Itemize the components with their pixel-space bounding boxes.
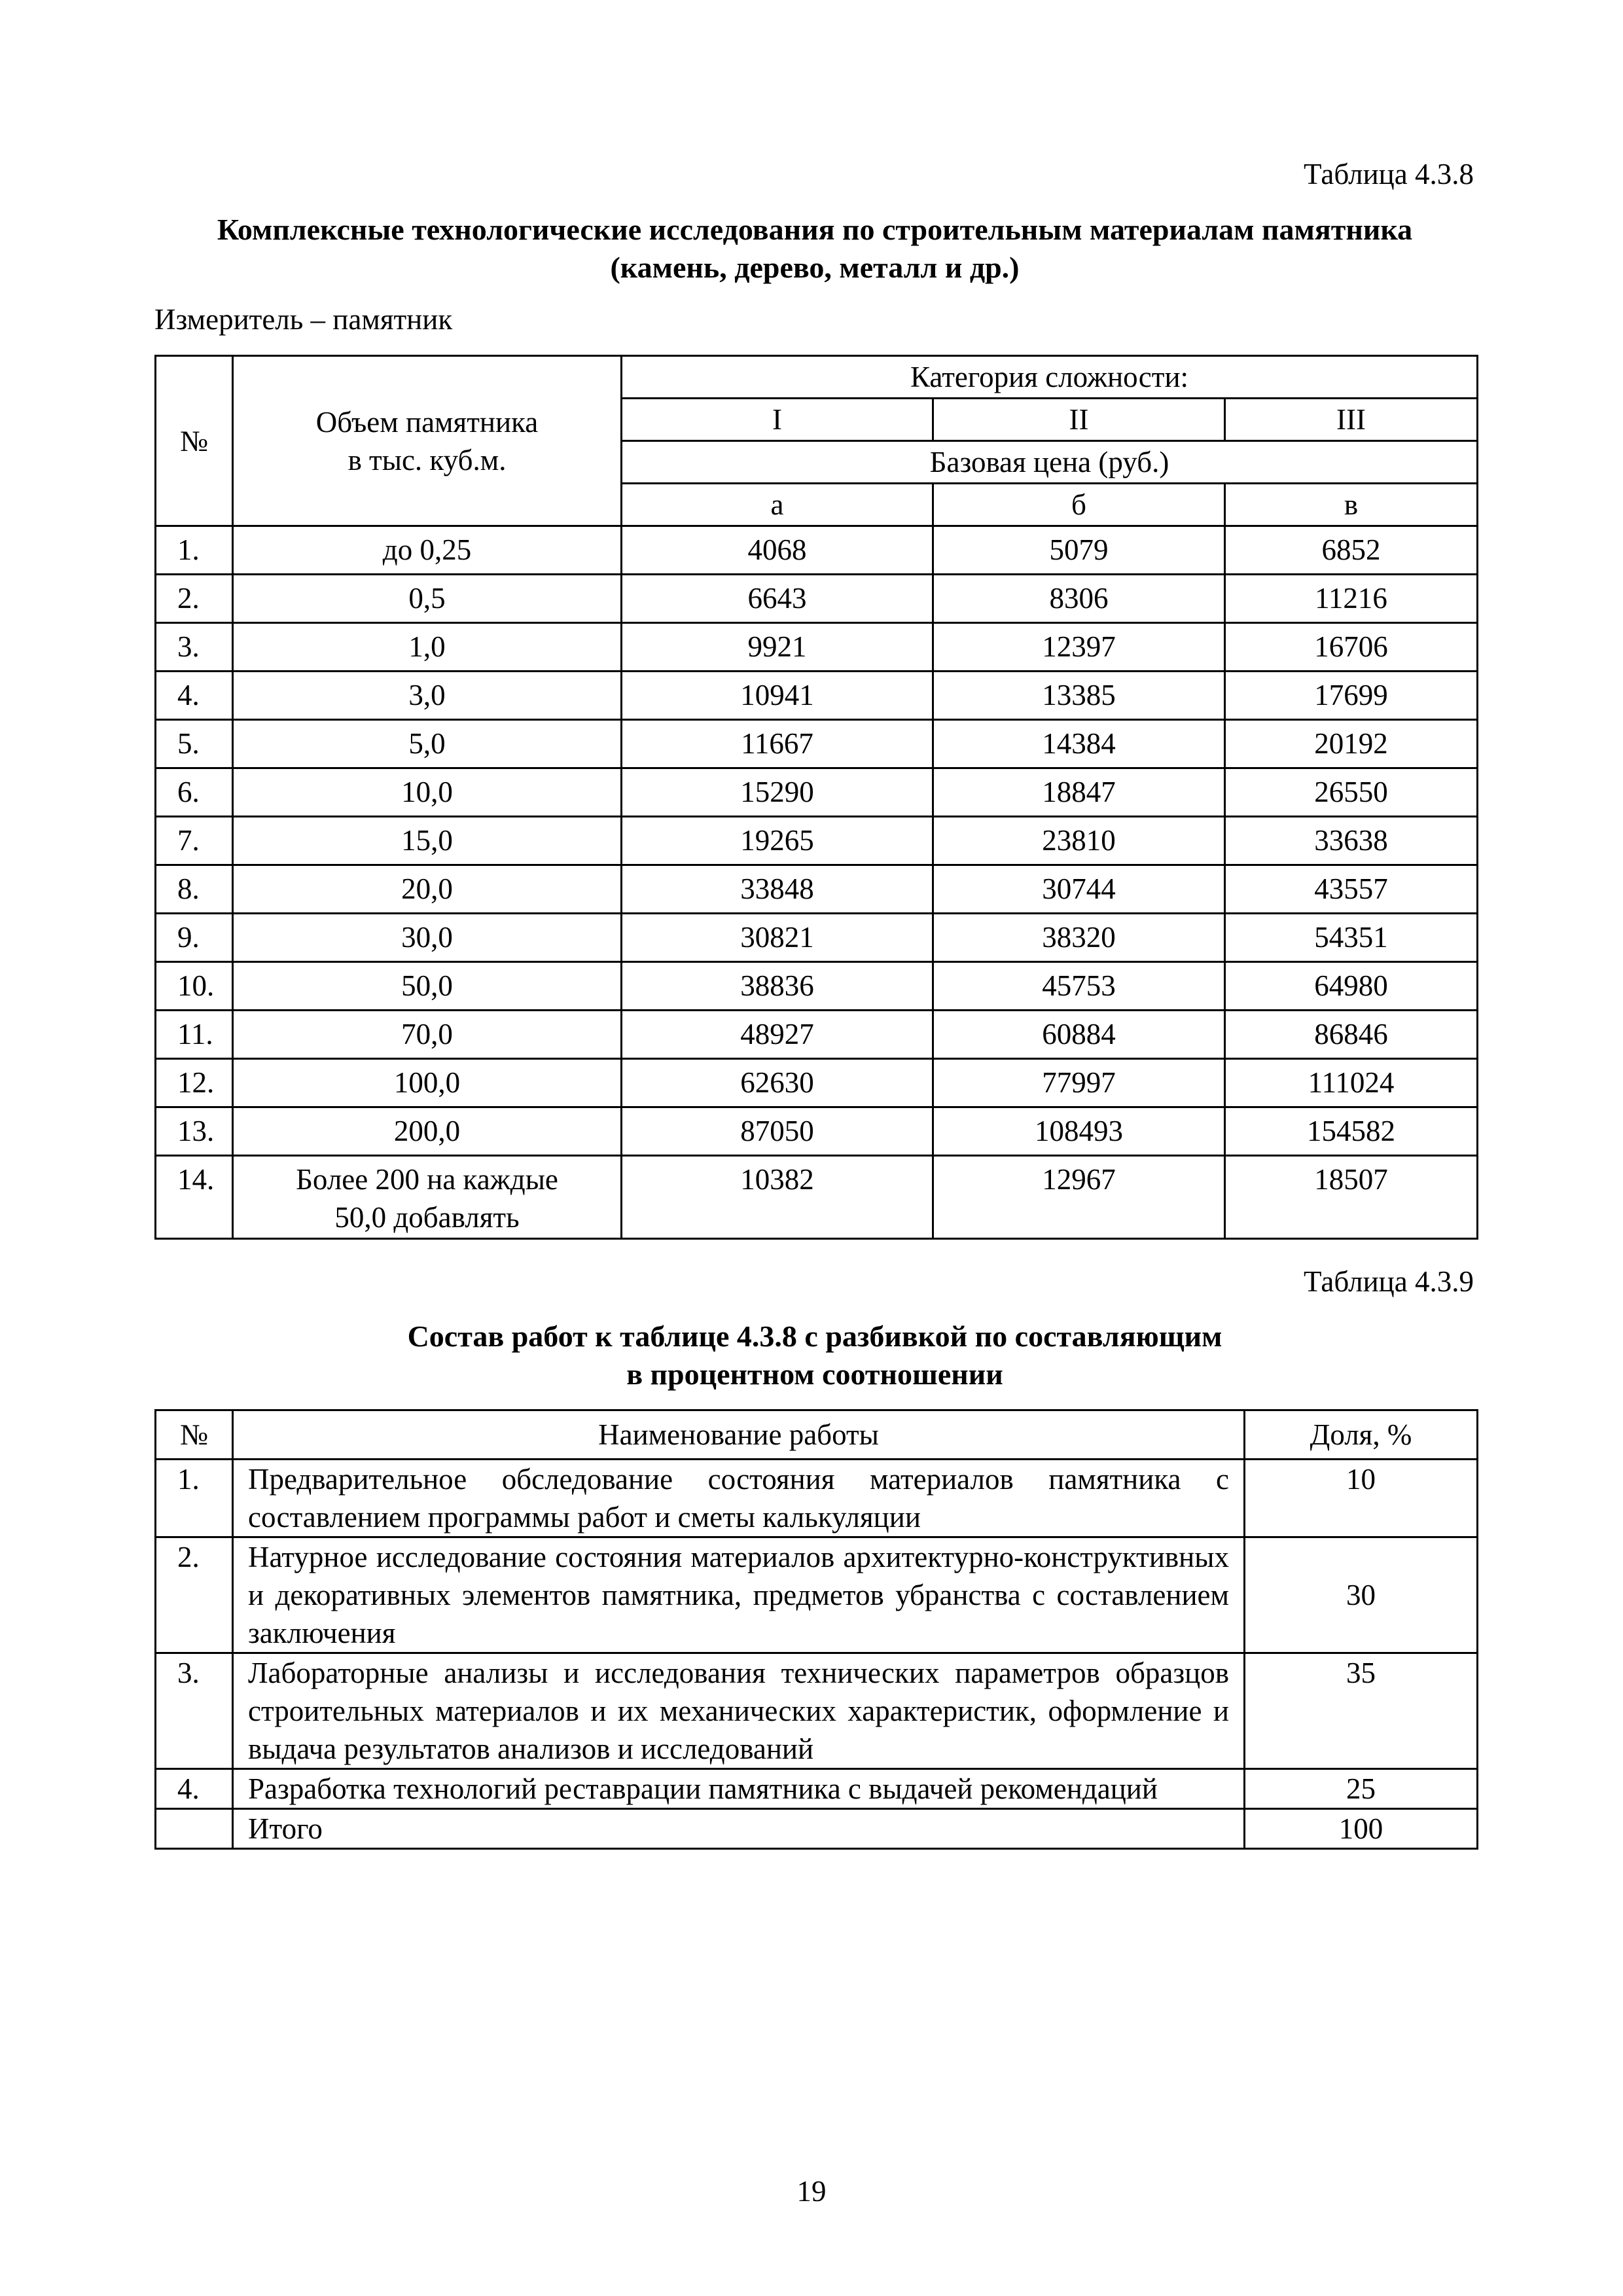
header-name: Наименование работы — [233, 1410, 1245, 1460]
row-volume: 20,0 — [233, 865, 622, 914]
row-work-name: Предварительное обследование состояния материалов памятника с составлением программы работ и сметы калькуляции — [233, 1460, 1245, 1537]
table-row — [156, 672, 1478, 720]
table-row — [156, 1059, 1478, 1107]
row-work-name: Натурное исследование состояния материалов архитектурно-конструктивных и декоративных элементов памятника, предметов убранства с составлением заключения — [233, 1537, 1245, 1653]
row-no: 14. — [156, 1156, 233, 1239]
row-price-a: 30821 — [622, 914, 933, 962]
row-price-a: 19265 — [622, 817, 933, 865]
row-volume: 1,0 — [233, 623, 622, 672]
table-row — [156, 914, 1478, 962]
total-share: 100 — [1245, 1809, 1478, 1849]
row-no: 7. — [156, 817, 233, 865]
row-price-b: 38320 — [933, 914, 1225, 962]
row-no: 9. — [156, 914, 233, 962]
table-4-3-8-title — [154, 211, 1475, 287]
row-price-v: 17699 — [1225, 672, 1478, 720]
row-price-a: 38836 — [622, 962, 933, 1011]
row-volume: 0,5 — [233, 575, 622, 623]
row-price-v: 26550 — [1225, 768, 1478, 817]
header-col-b: б — [933, 484, 1225, 526]
row-no: 3. — [156, 623, 233, 672]
row-price-b: 13385 — [933, 672, 1225, 720]
total-no — [156, 1809, 233, 1849]
row-share: 10 — [1245, 1460, 1478, 1537]
row-price-b: 30744 — [933, 865, 1225, 914]
row-work-name: Лабораторные анализы и исследования технических параметров образцов строительных материалов и их механических характеристик, оформление и выдача результатов анализов и исследований — [233, 1653, 1245, 1769]
page-number: 19 — [796, 2175, 827, 2208]
measure-unit: Измеритель – памятник — [154, 303, 453, 336]
row-price-b: 77997 — [933, 1059, 1225, 1107]
row-no: 6. — [156, 768, 233, 817]
table-row — [156, 720, 1478, 768]
row-price-v: 18507 — [1225, 1156, 1478, 1239]
row-volume: до 0,25 — [233, 526, 622, 575]
header-cat-3: III — [1225, 399, 1478, 441]
row-price-a: 4068 — [622, 526, 933, 575]
row-volume: 10,0 — [233, 768, 622, 817]
table-row — [156, 768, 1478, 817]
row-price-a: 62630 — [622, 1059, 933, 1107]
total-row — [156, 1809, 1478, 1849]
header-no: № — [156, 1410, 233, 1460]
row-price-v: 43557 — [1225, 865, 1478, 914]
title-line: (камень, дерево, металл и др.) — [610, 251, 1020, 284]
table-4-3-9-title — [154, 1318, 1475, 1393]
row-price-b: 8306 — [933, 575, 1225, 623]
row-volume — [233, 1156, 622, 1239]
row-volume: 50,0 — [233, 962, 622, 1011]
table-row — [156, 865, 1478, 914]
row-share: 25 — [1245, 1769, 1478, 1809]
row-price-b: 45753 — [933, 962, 1225, 1011]
row-share: 30 — [1245, 1537, 1478, 1653]
row-price-b: 23810 — [933, 817, 1225, 865]
row-price-v: 20192 — [1225, 720, 1478, 768]
row-no: 1. — [156, 526, 233, 575]
row-price-b: 12967 — [933, 1156, 1225, 1239]
row-price-a: 33848 — [622, 865, 933, 914]
table-row — [156, 623, 1478, 672]
total-label: Итого — [233, 1809, 1245, 1849]
header-col-a: а — [622, 484, 933, 526]
table-row — [156, 1769, 1478, 1809]
row-price-v: 16706 — [1225, 623, 1478, 672]
title-line: Комплексные технологические исследования по строительным материалам памятника — [217, 213, 1413, 246]
table-row — [156, 1011, 1478, 1059]
row-no: 13. — [156, 1107, 233, 1156]
row-price-b: 5079 — [933, 526, 1225, 575]
row-work-name: Разработка технологий реставрации памятника с выдачей рекомендаций — [233, 1769, 1245, 1809]
row-price-a: 9921 — [622, 623, 933, 672]
header-no: № — [156, 356, 233, 526]
header-volume-line: Объем памятника — [315, 405, 539, 439]
row-price-v: 154582 — [1225, 1107, 1478, 1156]
row-share: 35 — [1245, 1653, 1478, 1769]
row-no: 1. — [156, 1460, 233, 1537]
row-volume: 100,0 — [233, 1059, 622, 1107]
row-price-b: 18847 — [933, 768, 1225, 817]
row-volume: 3,0 — [233, 672, 622, 720]
row-volume: 15,0 — [233, 817, 622, 865]
row-no: 11. — [156, 1011, 233, 1059]
table-row — [156, 1107, 1478, 1156]
row-price-v: 54351 — [1225, 914, 1478, 962]
row-price-v: 86846 — [1225, 1011, 1478, 1059]
row-volume-line: 50,0 добавлять — [334, 1201, 520, 1234]
price-table — [154, 355, 1478, 1240]
row-price-b: 108493 — [933, 1107, 1225, 1156]
title-line: Состав работ к таблице 4.3.8 с разбивкой по составляющим — [407, 1319, 1222, 1353]
row-price-a: 6643 — [622, 575, 933, 623]
header-col-v: в — [1225, 484, 1478, 526]
header-cat-1: I — [622, 399, 933, 441]
header-volume-line: в тыс. куб.м. — [348, 443, 507, 476]
header-cat-2: II — [933, 399, 1225, 441]
row-no: 4. — [156, 672, 233, 720]
row-price-a: 48927 — [622, 1011, 933, 1059]
row-no: 10. — [156, 962, 233, 1011]
header-category: Категория сложности: — [622, 356, 1478, 399]
row-price-b: 14384 — [933, 720, 1225, 768]
row-no: 4. — [156, 1769, 233, 1809]
row-no: 5. — [156, 720, 233, 768]
row-volume: 70,0 — [233, 1011, 622, 1059]
header-base-price: Базовая цена (руб.) — [622, 441, 1478, 484]
table-row — [156, 962, 1478, 1011]
row-price-a: 10382 — [622, 1156, 933, 1239]
table-row — [156, 575, 1478, 623]
table-4-3-9-label: Таблица 4.3.9 — [1304, 1265, 1474, 1298]
row-price-a: 87050 — [622, 1107, 933, 1156]
row-no: 3. — [156, 1653, 233, 1769]
row-no: 8. — [156, 865, 233, 914]
header-volume — [233, 356, 622, 526]
row-price-a: 11667 — [622, 720, 933, 768]
row-price-v: 11216 — [1225, 575, 1478, 623]
table-row — [156, 1653, 1478, 1769]
row-price-b: 60884 — [933, 1011, 1225, 1059]
row-price-v: 6852 — [1225, 526, 1478, 575]
row-volume: 200,0 — [233, 1107, 622, 1156]
row-price-b: 12397 — [933, 623, 1225, 672]
header-share: Доля, % — [1245, 1410, 1478, 1460]
row-price-v: 33638 — [1225, 817, 1478, 865]
row-price-a: 15290 — [622, 768, 933, 817]
row-price-v: 111024 — [1225, 1059, 1478, 1107]
table-row — [156, 1460, 1478, 1537]
row-volume: 5,0 — [233, 720, 622, 768]
row-no: 12. — [156, 1059, 233, 1107]
table-row — [156, 817, 1478, 865]
table-row — [156, 1537, 1478, 1653]
table-row — [156, 526, 1478, 575]
row-no: 2. — [156, 1537, 233, 1653]
row-volume-line: Более 200 на каждые — [296, 1163, 558, 1196]
row-no: 2. — [156, 575, 233, 623]
title-line: в процентном соотношении — [626, 1357, 1003, 1391]
row-volume: 30,0 — [233, 914, 622, 962]
work-composition-table — [154, 1409, 1478, 1850]
row-price-a: 10941 — [622, 672, 933, 720]
table-row — [156, 1156, 1478, 1239]
row-price-v: 64980 — [1225, 962, 1478, 1011]
table-4-3-8-label: Таблица 4.3.8 — [1304, 158, 1474, 190]
